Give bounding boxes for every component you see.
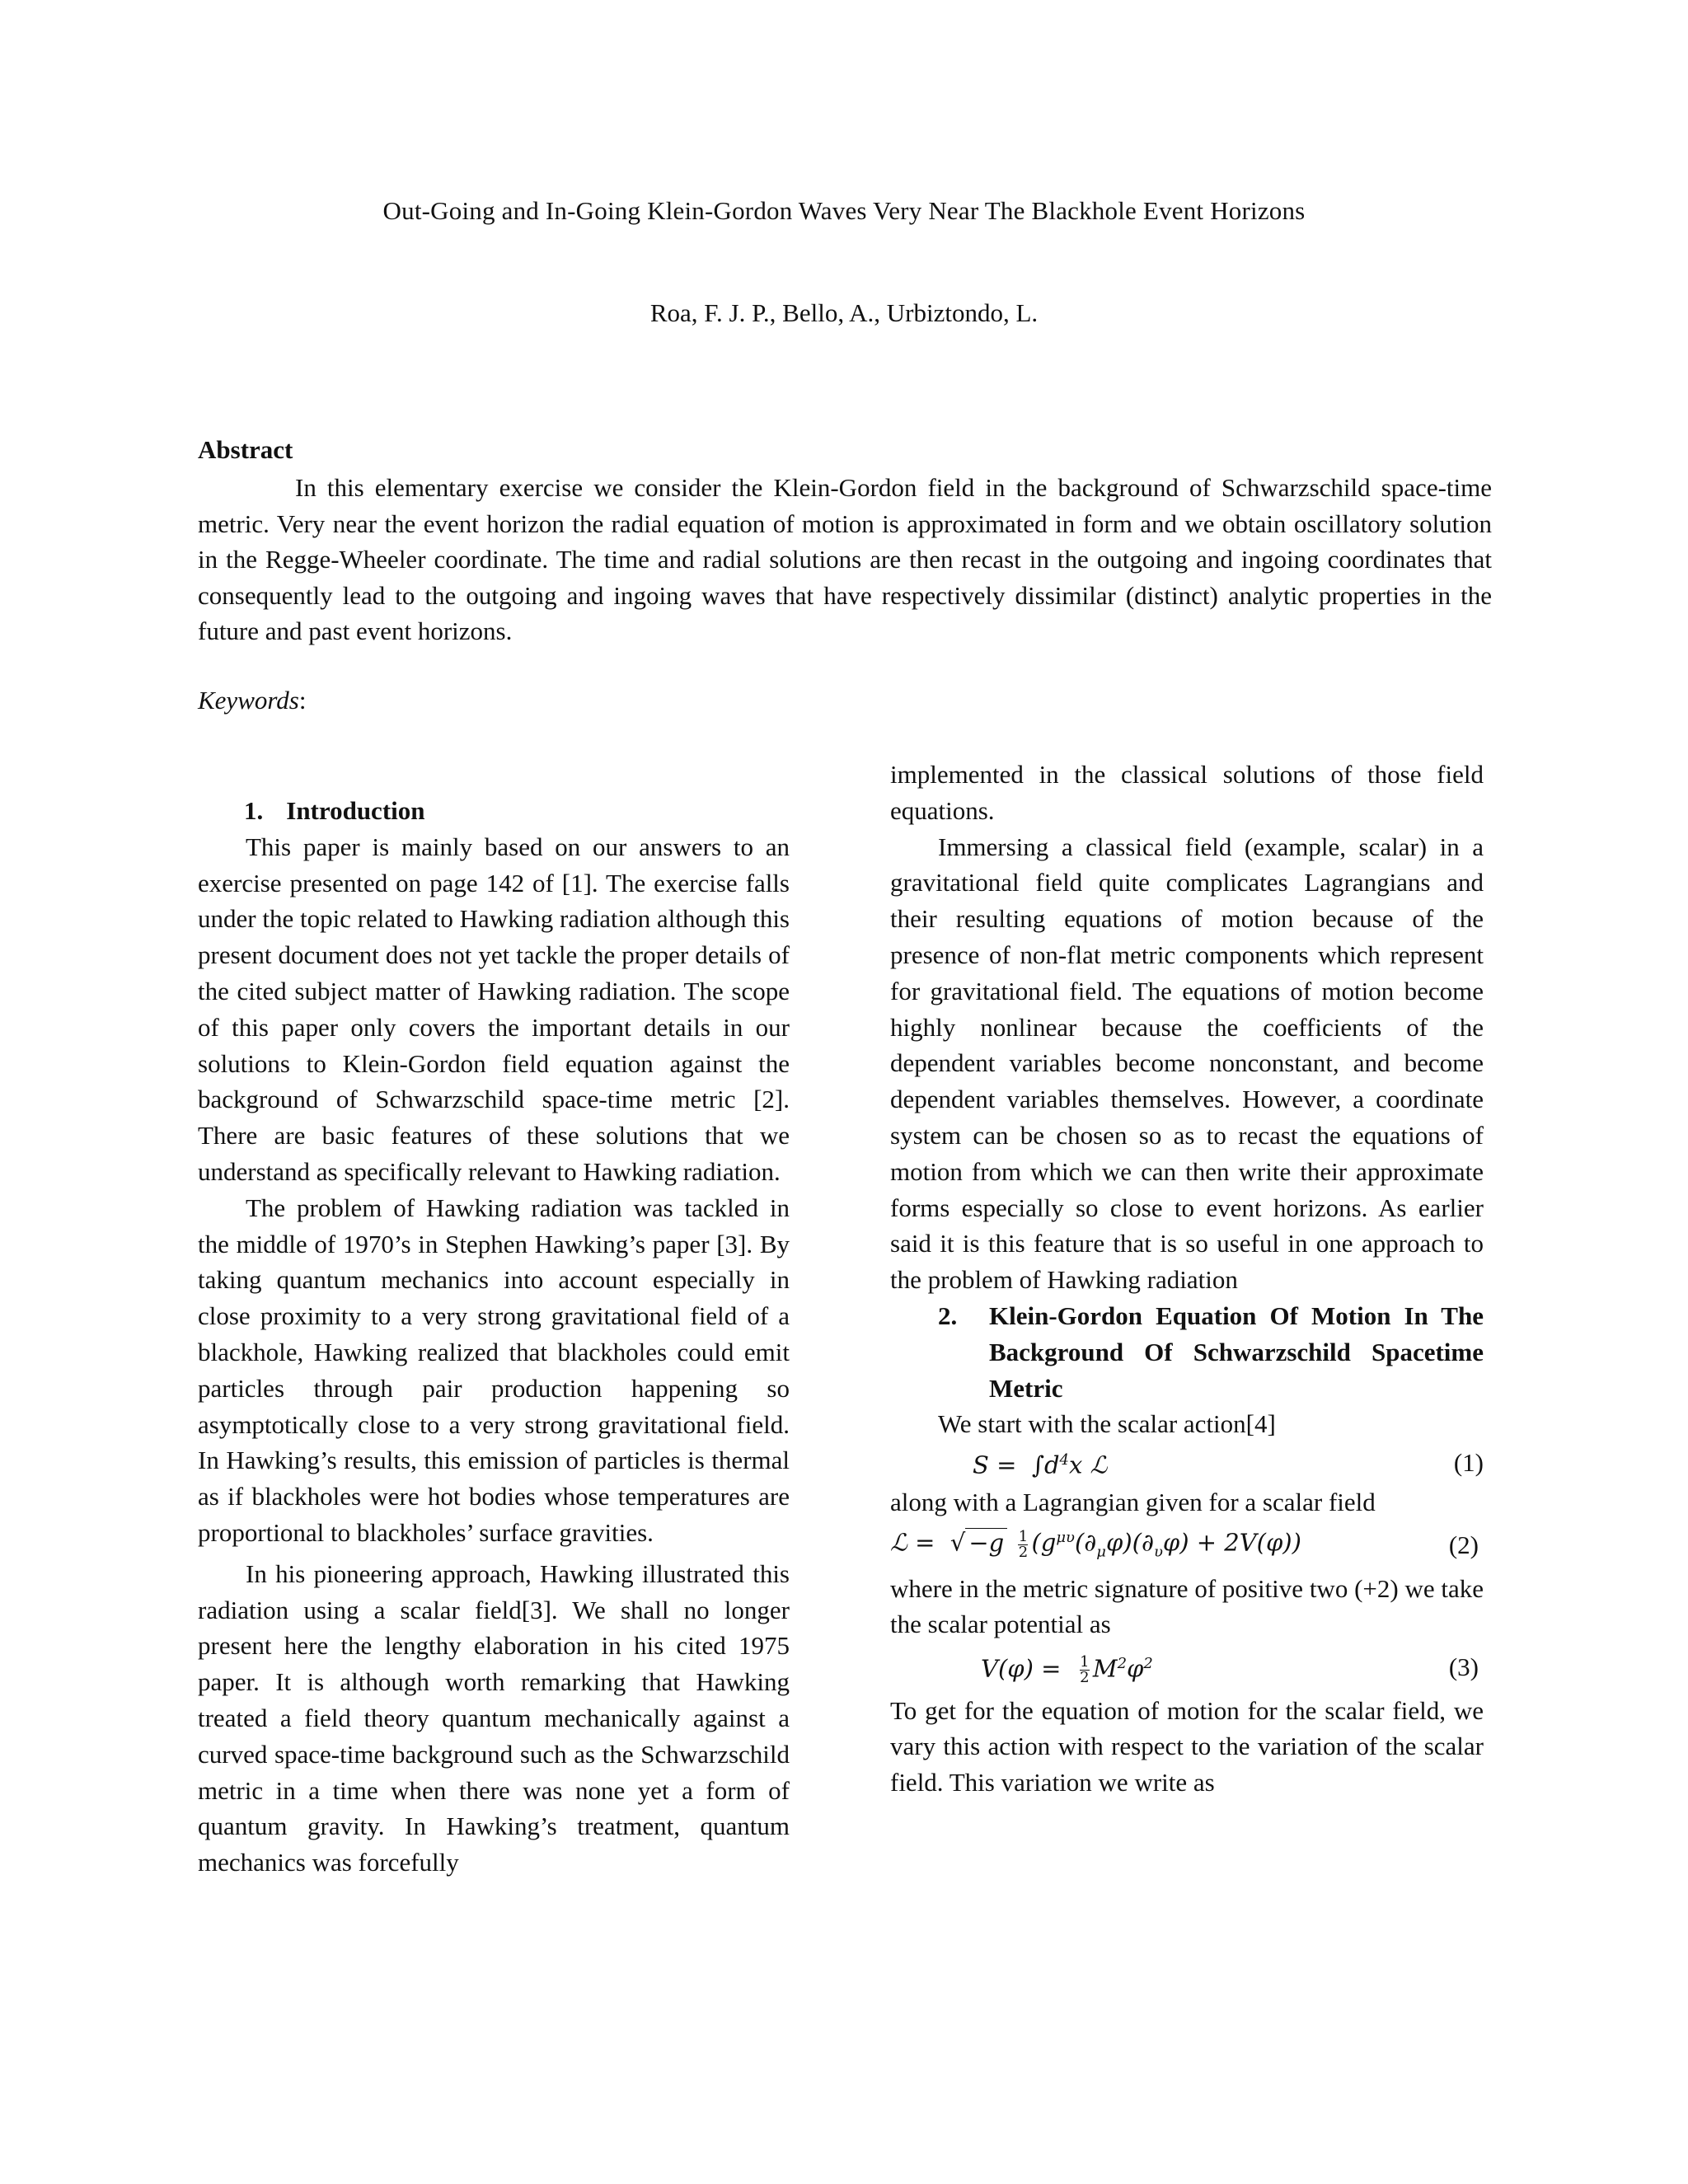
intro-paragraph-3: In his pioneering approach, Hawking illustrated this radiation using a scalar field[3]. We shall no longer present here the lengthy elaboration in his cited 1975 paper. It is although worth remarking that Hawking treated a field theory quantum mechanically against a curved space-time background such as the Schwarzschild metric in a time when there was none yet a form of quantum gravity. In Hawking’s treatment, quantum mechanics was forcefully: [198, 1558, 790, 1877]
potential-intro: where in the metric signature of positive two (+2) we take the scalar potential as: [890, 1573, 1484, 1639]
abstract-text: In this elementary exercise we consider the Klein-Gordon field in the background of Schwarzschild space-time metric. Very near the event horizon the radial equation of motion is approximated in form and we obtain oscillatory solution in the Regge-Wheeler coordinate. The time and radial solutions are then recast in the outgoing and ingoing coordinates that consequently lead to the outgoing and ingoing waves that have respectively dissimilar (distinct) analytic properties in the future and past event horizons.: [198, 473, 1492, 645]
paper-title: Out-Going and In-Going Klein-Gordon Waves Very Near The Blackhole Event Horizons: [382, 196, 1306, 225]
section-title: Introduction: [286, 796, 425, 825]
equation-1-formula: $S = \int d^4x$ ℒ: [973, 1451, 1108, 1479]
keywords-line: [198, 686, 306, 715]
equation-1: [890, 1442, 1484, 1483]
equation-3-number: (3): [1448, 1652, 1479, 1681]
action-intro: We start with the scalar action[4]: [938, 1409, 1276, 1439]
intro-paragraph-1: This paper is mainly based on our answers to an exercise presented on page 142 of [1]. The exercise falls under the topic related to Hawking radiation although this present document does not yet tackle the proper details of the cited subject matter of Hawking radiation. The scope of this paper only covers the important details in our solutions to Klein-Gordon field equation against the background of Schwarzschild space-time metric [2]. There are basic features of these solutions that we understand as specifically relevant to Hawking radiation.: [198, 832, 790, 1186]
equation-1-number: (1): [1453, 1448, 1484, 1478]
equation-2-number: (2): [1448, 1530, 1479, 1560]
variation-paragraph: To get for the equation of motion for the scalar field, we vary this action with respect to the variation of the scalar field. This variation we write as: [890, 1695, 1484, 1797]
keywords-label: Keywords: [198, 686, 299, 715]
equation-3-formula: V(φ) = $\frac{1}{2}$ $M^2\varphi^2$: [981, 1653, 1153, 1687]
paragraph-classical-field: Immersing a classical field (example, scalar) in a gravitational field quite complicates Lagrangians and their resulting equations of motion because of the presence of non-flat metric components which represent for gravitational field. The equations of motion become highly nonlinear because the coefficients of the dependent variables become nonconstant, and become dependent variables themselves. However, a coordinate system can be chosen so as to recast the equations of motion from which we can then write their approximate forms especially so close to event horizons. As earlier said it is this feature that is so useful in one approach to the problem of Hawking radiation: [890, 832, 1484, 1295]
section-number: 2.: [938, 1301, 958, 1330]
section-heading-introduction: [198, 793, 790, 829]
section-number: 1.: [244, 796, 264, 825]
section-heading-klein-gordon: [890, 1298, 1484, 1406]
continued-paragraph: implemented in the classical solutions of those field equations.: [890, 760, 1484, 825]
equation-2: [890, 1520, 1484, 1570]
equation-3: [890, 1646, 1484, 1687]
equation-2-formula: ℒ = √ −g $\frac{1}{2}$ $(g^{\mu\upsilon}(\partial_\mu\varphi)(\partial_\upsilon\varphi) + 2V(\varphi))$: [890, 1527, 1301, 1561]
abstract-heading: Abstract: [198, 435, 293, 464]
right-column: [890, 757, 1484, 1801]
intro-paragraph-2: The problem of Hawking radiation was tackled in the middle of 1970’s in Stephen Hawking’s paper [3]. By taking quantum mechanics into account especially in close proximity to a very strong gravitational field of a blackhole, Hawking realized that blackholes could emit particles through pair production happening so asymptotically close to a very strong gravitational field. In Hawking’s results, this emission of particles is thermal as if blackholes were hot bodies whose temperatures are proportional to blackholes’ surface gravities.: [198, 1193, 790, 1547]
keywords-colon: :: [298, 686, 307, 715]
left-column: [198, 793, 790, 1881]
section-title: Klein-Gordon Equation Of Motion In The Background Of Schwarzschild Spacetime Metric: [989, 1301, 1484, 1403]
author-list: Roa, F. J. P., Bello, A., Urbiztondo, L.: [649, 298, 1039, 327]
lagrangian-intro: along with a Lagrangian given for a scalar field: [890, 1487, 1376, 1516]
